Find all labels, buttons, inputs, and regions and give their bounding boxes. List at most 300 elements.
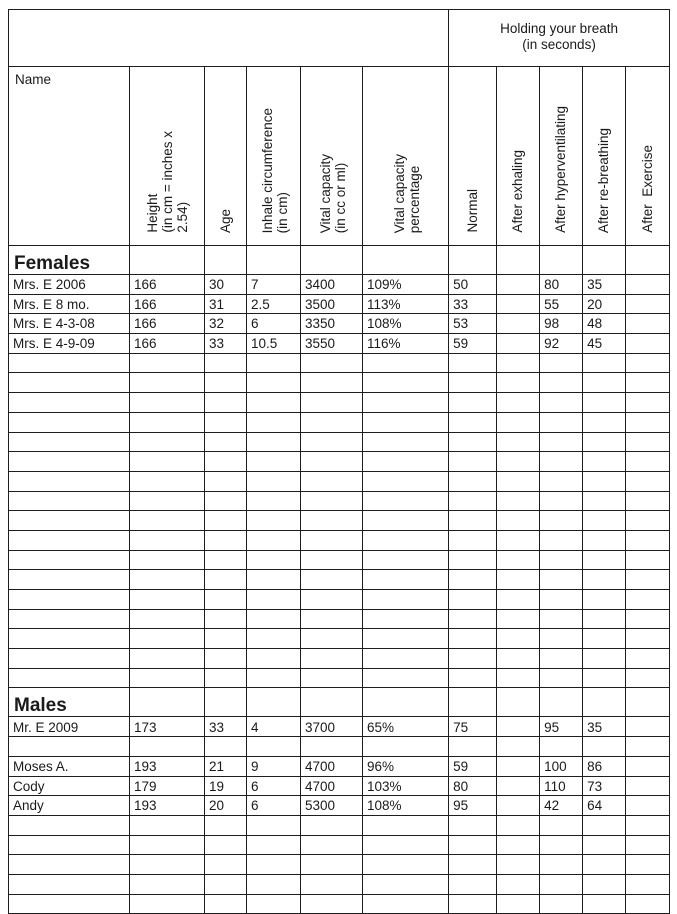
cell-hyper [540, 737, 583, 757]
cell-inhale [247, 855, 301, 875]
cell-rebreath [583, 452, 626, 472]
height-header-label: Height (in cm = inches x 2.54) [145, 131, 190, 233]
table-row [9, 452, 670, 472]
cell-hyper [540, 855, 583, 875]
cell-age [205, 570, 247, 590]
cell-name: Mrs. E 8 mo. [9, 294, 130, 314]
cell-inhale [247, 649, 301, 669]
cell-inhale [247, 511, 301, 531]
cell-inhale [247, 590, 301, 610]
cell-rebreath [583, 835, 626, 855]
cell-normal: 33 [449, 294, 497, 314]
cell-pct [363, 874, 449, 894]
cell-normal [449, 393, 497, 413]
cell-vc [301, 668, 363, 688]
cell-inhale [247, 530, 301, 550]
cell-exercise [626, 452, 670, 472]
cell-rebreath [583, 353, 626, 373]
cell-inhale: 10.5 [247, 334, 301, 354]
cell-normal: 75 [449, 717, 497, 737]
cell-pct: 116% [363, 334, 449, 354]
vital-pct-header [363, 67, 449, 246]
cell-normal [449, 570, 497, 590]
cell-exercise [626, 835, 670, 855]
cell-inhale [247, 629, 301, 649]
cell-exhaling [497, 452, 540, 472]
cell-inhale [247, 452, 301, 472]
cell-age [205, 471, 247, 491]
cell-age: 20 [205, 796, 247, 816]
males-section-row [9, 688, 670, 717]
cell-hyper [540, 491, 583, 511]
cell-height [130, 373, 205, 393]
cell-pct [363, 590, 449, 610]
cell-hyper [540, 590, 583, 610]
cell-name [9, 570, 130, 590]
cell-age: 30 [205, 275, 247, 295]
cell-exercise [626, 570, 670, 590]
cell-normal [449, 874, 497, 894]
cell-normal: 59 [449, 756, 497, 776]
cell-normal [449, 855, 497, 875]
cell-normal [449, 491, 497, 511]
cell-normal [449, 668, 497, 688]
cell-rebreath [583, 668, 626, 688]
cell-rebreath [583, 815, 626, 835]
cell-vc [301, 894, 363, 914]
cell-exercise [626, 668, 670, 688]
cell-exhaling [497, 796, 540, 816]
cell-height [130, 471, 205, 491]
table-row [9, 629, 670, 649]
cell-vc: 3350 [301, 314, 363, 334]
cell-normal [449, 550, 497, 570]
cell-age [205, 835, 247, 855]
cell-pct [363, 609, 449, 629]
cell-vc [301, 570, 363, 590]
cell-height [130, 570, 205, 590]
cell-inhale [247, 412, 301, 432]
cell-pct [363, 412, 449, 432]
cell-name [9, 471, 130, 491]
cell-height [130, 550, 205, 570]
cell-name [9, 511, 130, 531]
cell-inhale [247, 353, 301, 373]
cell-pct: 108% [363, 796, 449, 816]
cell-exhaling [497, 776, 540, 796]
cell-normal [449, 471, 497, 491]
cell-pct [363, 511, 449, 531]
cell-pct [363, 452, 449, 472]
cell-exercise [626, 796, 670, 816]
cell-vc [301, 452, 363, 472]
cell-exhaling [497, 570, 540, 590]
cell-exhaling [497, 649, 540, 669]
cell-vc: 3400 [301, 275, 363, 295]
breath-group-line2: (in seconds) [522, 37, 596, 52]
cell-pct: 108% [363, 314, 449, 334]
column-header-row [9, 67, 670, 246]
normal-header-label: Normal [464, 189, 480, 233]
cell-pct: 109% [363, 275, 449, 295]
cell-hyper [540, 649, 583, 669]
table-row [9, 570, 670, 590]
cell-name: Moses A. [9, 756, 130, 776]
cell-hyper [540, 511, 583, 531]
cell-vc: 4700 [301, 756, 363, 776]
cell-exercise [626, 609, 670, 629]
cell-exhaling [497, 530, 540, 550]
cell-rebreath [583, 511, 626, 531]
cell-age [205, 855, 247, 875]
cell-exercise [626, 511, 670, 531]
breath-group-header [449, 10, 670, 67]
cell-rebreath: 35 [583, 717, 626, 737]
cell-exhaling [497, 353, 540, 373]
table-row [9, 668, 670, 688]
cell-vc [301, 373, 363, 393]
cell-height: 166 [130, 275, 205, 295]
cell-hyper [540, 668, 583, 688]
cell-vc [301, 590, 363, 610]
cell-hyper [540, 412, 583, 432]
cell-hyper: 110 [540, 776, 583, 796]
cell-hyper [540, 353, 583, 373]
cell-normal [449, 511, 497, 531]
cell-exhaling [497, 511, 540, 531]
cell-rebreath [583, 530, 626, 550]
after-exhaling-header-label: After exhaling [510, 150, 526, 233]
cell-vc [301, 393, 363, 413]
inhale-header-label: Inhale circumference (in cm) [259, 107, 290, 233]
breath-group-line1: Holding your breath [500, 21, 618, 36]
cell-vc [301, 874, 363, 894]
cell-height [130, 609, 205, 629]
cell-height [130, 412, 205, 432]
cell-hyper [540, 393, 583, 413]
cell-age: 33 [205, 334, 247, 354]
cell-height [130, 894, 205, 914]
cell-exercise [626, 756, 670, 776]
cell-exhaling [497, 815, 540, 835]
cell-name [9, 609, 130, 629]
cell-age [205, 649, 247, 669]
cell-exhaling [497, 275, 540, 295]
cell-hyper: 55 [540, 294, 583, 314]
table-row [9, 491, 670, 511]
cell-hyper [540, 835, 583, 855]
cell-inhale: 6 [247, 796, 301, 816]
cell-pct [363, 353, 449, 373]
table-row [9, 530, 670, 550]
cell-inhale [247, 609, 301, 629]
cell-age [205, 530, 247, 550]
cell-exhaling [497, 855, 540, 875]
age-header [205, 67, 247, 246]
table-row [9, 334, 670, 354]
cell-inhale [247, 550, 301, 570]
cell-rebreath: 64 [583, 796, 626, 816]
cell-normal [449, 629, 497, 649]
cell-vc [301, 550, 363, 570]
cell-age [205, 393, 247, 413]
cell-height [130, 491, 205, 511]
cell-height [130, 530, 205, 550]
cell-pct: 96% [363, 756, 449, 776]
cell-normal [449, 452, 497, 472]
cell-exhaling [497, 393, 540, 413]
cell-exhaling [497, 717, 540, 737]
cell-exercise [626, 314, 670, 334]
cell-vc [301, 471, 363, 491]
cell-age [205, 874, 247, 894]
cell-vc [301, 412, 363, 432]
cell-normal [449, 737, 497, 757]
cell-hyper: 42 [540, 796, 583, 816]
cell-normal: 95 [449, 796, 497, 816]
cell-rebreath: 35 [583, 275, 626, 295]
cell-height [130, 511, 205, 531]
cell-hyper: 100 [540, 756, 583, 776]
cell-name [9, 353, 130, 373]
table-row [9, 432, 670, 452]
table-row [9, 373, 670, 393]
cell-rebreath: 45 [583, 334, 626, 354]
cell-age [205, 668, 247, 688]
cell-normal [449, 353, 497, 373]
cell-inhale: 4 [247, 717, 301, 737]
cell-name [9, 412, 130, 432]
cell-age [205, 511, 247, 531]
cell-name: Andy [9, 796, 130, 816]
cell-inhale: 2.5 [247, 294, 301, 314]
breath-data-table [8, 9, 670, 914]
cell-vc: 3500 [301, 294, 363, 314]
cell-inhale [247, 815, 301, 835]
cell-normal [449, 835, 497, 855]
cell-normal: 59 [449, 334, 497, 354]
cell-rebreath [583, 894, 626, 914]
cell-rebreath [583, 393, 626, 413]
cell-exhaling [497, 894, 540, 914]
cell-inhale [247, 393, 301, 413]
cell-pct [363, 894, 449, 914]
cell-exhaling [497, 491, 540, 511]
cell-hyper [540, 452, 583, 472]
cell-hyper: 95 [540, 717, 583, 737]
cell-age [205, 550, 247, 570]
cell-height: 173 [130, 717, 205, 737]
cell-inhale [247, 373, 301, 393]
cell-exercise [626, 530, 670, 550]
cell-exercise [626, 629, 670, 649]
cell-exercise [626, 776, 670, 796]
cell-normal [449, 609, 497, 629]
cell-height [130, 353, 205, 373]
cell-inhale [247, 874, 301, 894]
vital-capacity-header-label: Vital capacity (in cc or ml) [317, 153, 348, 233]
cell-height [130, 393, 205, 413]
cell-hyper [540, 373, 583, 393]
cell-age: 32 [205, 314, 247, 334]
cell-vc [301, 511, 363, 531]
cell-height: 193 [130, 796, 205, 816]
cell-age [205, 590, 247, 610]
cell-hyper [540, 629, 583, 649]
cell-pct [363, 668, 449, 688]
cell-exercise [626, 412, 670, 432]
cell-pct [363, 471, 449, 491]
cell-exercise [626, 275, 670, 295]
cell-exercise [626, 737, 670, 757]
cell-pct [363, 530, 449, 550]
cell-height [130, 855, 205, 875]
cell-name: Mrs. E 4-9-09 [9, 334, 130, 354]
vital-capacity-header [301, 67, 363, 246]
table-row [9, 412, 670, 432]
cell-hyper [540, 815, 583, 835]
table-row [9, 550, 670, 570]
cell-rebreath [583, 373, 626, 393]
cell-exhaling [497, 629, 540, 649]
cell-pct [363, 491, 449, 511]
cell-exercise [626, 894, 670, 914]
after-rebreathing-header [583, 67, 626, 246]
cell-hyper [540, 609, 583, 629]
cell-exercise [626, 874, 670, 894]
cell-normal: 50 [449, 275, 497, 295]
table-row [9, 855, 670, 875]
cell-normal: 53 [449, 314, 497, 334]
cell-normal [449, 649, 497, 669]
cell-pct [363, 432, 449, 452]
cell-vc: 5300 [301, 796, 363, 816]
table-row [9, 275, 670, 295]
table-row [9, 874, 670, 894]
cell-rebreath [583, 570, 626, 590]
cell-name [9, 668, 130, 688]
cell-pct [363, 855, 449, 875]
cell-height: 166 [130, 334, 205, 354]
table-row [9, 776, 670, 796]
cell-height [130, 432, 205, 452]
cell-name [9, 491, 130, 511]
cell-age [205, 432, 247, 452]
table-row [9, 894, 670, 914]
cell-height: 166 [130, 294, 205, 314]
cell-vc [301, 815, 363, 835]
cell-inhale: 9 [247, 756, 301, 776]
cell-height [130, 737, 205, 757]
cell-pct [363, 737, 449, 757]
cell-age: 31 [205, 294, 247, 314]
cell-inhale [247, 432, 301, 452]
cell-exercise [626, 471, 670, 491]
females-title: Females [9, 246, 130, 275]
inhale-header [247, 67, 301, 246]
table-row [9, 471, 670, 491]
age-header-label: Age [217, 208, 233, 233]
cell-exercise [626, 649, 670, 669]
males-title: Males [9, 688, 130, 717]
cell-vc: 3700 [301, 717, 363, 737]
cell-vc [301, 835, 363, 855]
cell-rebreath: 86 [583, 756, 626, 776]
cell-name: Mrs. E 4-3-08 [9, 314, 130, 334]
cell-exercise [626, 393, 670, 413]
cell-vc [301, 855, 363, 875]
cell-rebreath [583, 412, 626, 432]
cell-age [205, 412, 247, 432]
cell-age: 21 [205, 756, 247, 776]
after-hyper-header-label: After hyperventilating [553, 106, 569, 233]
cell-age [205, 629, 247, 649]
cell-name [9, 393, 130, 413]
cell-inhale [247, 491, 301, 511]
group-header-row [9, 10, 670, 67]
cell-name [9, 649, 130, 669]
cell-exercise [626, 373, 670, 393]
table-row [9, 649, 670, 669]
cell-name: Mrs. E 2006 [9, 275, 130, 295]
cell-rebreath: 20 [583, 294, 626, 314]
cell-inhale [247, 835, 301, 855]
cell-name [9, 874, 130, 894]
cell-exhaling [497, 609, 540, 629]
cell-vc [301, 530, 363, 550]
cell-name: Mr. E 2009 [9, 717, 130, 737]
table-row [9, 737, 670, 757]
cell-age [205, 894, 247, 914]
cell-rebreath [583, 491, 626, 511]
cell-pct: 113% [363, 294, 449, 314]
after-exhaling-header [497, 67, 540, 246]
cell-hyper [540, 530, 583, 550]
cell-rebreath [583, 649, 626, 669]
cell-exhaling [497, 737, 540, 757]
cell-exhaling [497, 835, 540, 855]
table-row [9, 756, 670, 776]
cell-name: Cody [9, 776, 130, 796]
cell-normal [449, 815, 497, 835]
table-row [9, 353, 670, 373]
cell-rebreath [583, 590, 626, 610]
cell-height: 193 [130, 756, 205, 776]
table-row [9, 314, 670, 334]
cell-rebreath [583, 855, 626, 875]
cell-name [9, 432, 130, 452]
cell-exhaling [497, 550, 540, 570]
cell-name [9, 815, 130, 835]
cell-inhale: 6 [247, 776, 301, 796]
cell-height: 179 [130, 776, 205, 796]
cell-vc [301, 491, 363, 511]
cell-exhaling [497, 373, 540, 393]
cell-hyper [540, 550, 583, 570]
cell-exhaling [497, 412, 540, 432]
table-row [9, 796, 670, 816]
cell-rebreath [583, 629, 626, 649]
cell-hyper: 80 [540, 275, 583, 295]
females-section-row [9, 246, 670, 275]
cell-exercise [626, 294, 670, 314]
cell-exercise [626, 432, 670, 452]
cell-name [9, 373, 130, 393]
cell-vc [301, 353, 363, 373]
table-row [9, 294, 670, 314]
cell-height [130, 835, 205, 855]
cell-inhale: 7 [247, 275, 301, 295]
